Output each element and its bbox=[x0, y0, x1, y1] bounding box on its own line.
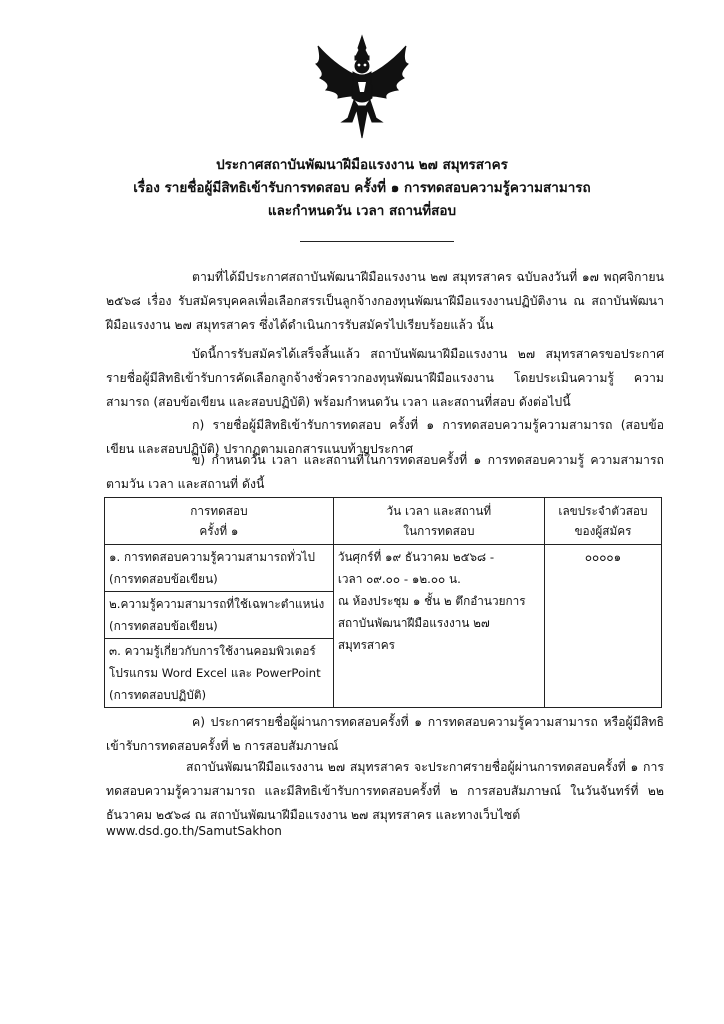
announcement-subject-continued: และกำหนดวัน เวลา สถานที่สอบ bbox=[267, 203, 457, 219]
schedule-date: วันศุกร์ที่ ๑๙ ธันวาคม ๒๕๖๘ - bbox=[337, 550, 495, 564]
announcement-title: ประกาศสถาบันพัฒนาฝีมือแรงงาน ๒๗ สมุทรสาคร bbox=[216, 157, 508, 173]
header-exam-id-line1: เลขประจำตัวสอบ bbox=[558, 504, 648, 518]
header-test bbox=[105, 498, 334, 545]
test-1-type: (การทดสอบข้อเขียน) bbox=[109, 572, 218, 586]
table-row bbox=[105, 545, 662, 592]
header-exam-id bbox=[544, 498, 661, 545]
test-3-programs: โปรแกรม Word Excel และ PowerPoint bbox=[109, 666, 321, 680]
table-header-row bbox=[105, 498, 662, 545]
test-2-cell bbox=[105, 592, 334, 639]
schedule-province: สมุทรสาคร bbox=[337, 638, 395, 652]
item-b-text: ข) กำหนดวัน เวลา และสถานที่ในการทดสอบครั้งที่ ๑ การทดสอบความรู้ ความสามารถ ตามวัน เวลา และสถานที่ ดังนี้ bbox=[106, 453, 664, 491]
title-divider bbox=[300, 241, 454, 242]
schedule-institute: สถาบันพัฒนาฝีมือแรงงาน ๒๗ bbox=[337, 616, 490, 630]
schedule-time: เวลา ๐๙.๐๐ - ๑๒.๐๐ น. bbox=[337, 572, 461, 586]
exam-schedule-table bbox=[104, 497, 662, 708]
announcement-subject: เรื่อง รายชื่อผู้มีสิทธิเข้ารับการทดสอบ ครั้งที่ ๑ การทดสอบความรู้ความสามารถ bbox=[133, 180, 591, 196]
paragraph-announcement-text: บัดนี้การรับสมัครได้เสร็จสิ้นแล้ว สถาบันพัฒนาฝีมือแรงงาน ๒๗ สมุทรสาครขอประกาศรายชื่อผู้มีสิทธิเข้ารับการคัดเลือกลูกจ้างชั่วคราวกองทุนพัฒนาฝีมือแรงงาน โดยประเมินความรู้ ความสามารถ (สอบข้อเขียน และสอบปฏิบัติ) พร้อมกำหนดวัน เวลา และสถานที่สอบ ดังต่อไปนี้ bbox=[106, 347, 664, 409]
item-a-text: ก) รายชื่อผู้มีสิทธิเข้ารับการทดสอบ ครั้งที่ ๑ การทดสอบความรู้ความสามารถ (สอบข้อเขียน และสอบปฏิบัติ) ปรากฏตามเอกสารแนบท้ายประกาศ bbox=[106, 418, 664, 456]
test-3-type: (การทดสอบปฏิบัติ) bbox=[109, 688, 207, 702]
header-test-line1: การทดสอบ bbox=[190, 504, 248, 518]
paragraph-final-text: สถาบันพัฒนาฝีมือแรงงาน ๒๗ สมุทรสาคร จะประกาศรายชื่อผู้ผ่านการทดสอบครั้งที่ ๑ การทดสอบความรู้ความสามารถ และมีสิทธิเข้ารับการทดสอบครั้งที่ ๒ การสอบสัมภาษณ์ ในวันจันทร์ที่ ๒๒ ธันวาคม ๒๕๖๘ ณ สถาบันพัฒนาฝีมือแรงงาน ๒๗ สมุทรสาคร และทางเว็บไซต์ bbox=[106, 760, 664, 822]
paragraph-reference bbox=[106, 265, 664, 337]
item-c bbox=[106, 710, 664, 758]
test-1-cell bbox=[105, 545, 334, 592]
header-schedule-line2: ในการทดสอบ bbox=[403, 524, 475, 538]
test-2-title: ๒.ความรู้ความสามารถที่ใช้เฉพาะตำแหน่ง bbox=[109, 597, 325, 611]
header-schedule bbox=[333, 498, 544, 545]
exam-id-cell bbox=[544, 545, 661, 708]
item-c-text: ค) ประกาศรายชื่อผู้ผ่านการทดสอบครั้งที่ ๑ การทดสอบความรู้ความสามารถ หรือผู้มีสิทธิเข้ารับการทดสอบครั้งที่ ๒ การสอบสัมภาษณ์ bbox=[106, 715, 664, 753]
test-3-cell bbox=[105, 639, 334, 708]
item-b bbox=[106, 448, 664, 496]
website-link[interactable]: www.dsd.go.th/SamutSakhon bbox=[106, 824, 282, 838]
exam-id-value: ๐๐๐๐๑ bbox=[584, 550, 622, 564]
paragraph-announcement bbox=[106, 342, 664, 414]
test-1-title: ๑. การทดสอบความรู้ความสามารถทั่วไป bbox=[109, 550, 315, 564]
paragraph-reference-text: ตามที่ได้มีประกาศสถาบันพัฒนาฝีมือแรงงาน ๒๗ สมุทรสาคร ฉบับลงวันที่ ๑๗ พฤศจิกายน ๒๕๖๘ เรื่อง รับสมัครบุคคลเพื่อเลือกสรรเป็นลูกจ้างกองทุนพัฒนาฝีมือแรงงานปฏิบัติงาน ณ สถาบันพัฒนาฝีมือแรงงาน ๒๗ สมุทรสาคร ซึ่งได้ดำเนินการรับสมัครไปเรียบร้อยแล้ว นั้น bbox=[106, 270, 664, 332]
test-3-title: ๓. ความรู้เกี่ยวกับการใช้งานคอมพิวเตอร์ bbox=[109, 644, 316, 658]
header-exam-id-line2: ของผู้สมัคร bbox=[574, 524, 632, 538]
schedule-room: ณ ห้องประชุม ๑ ชั้น ๒ ตึกอำนวยการ bbox=[337, 594, 526, 608]
test-2-type: (การทดสอบข้อเขียน) bbox=[109, 619, 218, 633]
garuda-emblem-icon bbox=[312, 34, 412, 140]
header-test-line2: ครั้งที่ ๑ bbox=[199, 524, 239, 538]
header-schedule-line1: วัน เวลา และสถานที่ bbox=[386, 504, 492, 518]
schedule-cell bbox=[333, 545, 544, 708]
paragraph-final bbox=[106, 755, 664, 827]
